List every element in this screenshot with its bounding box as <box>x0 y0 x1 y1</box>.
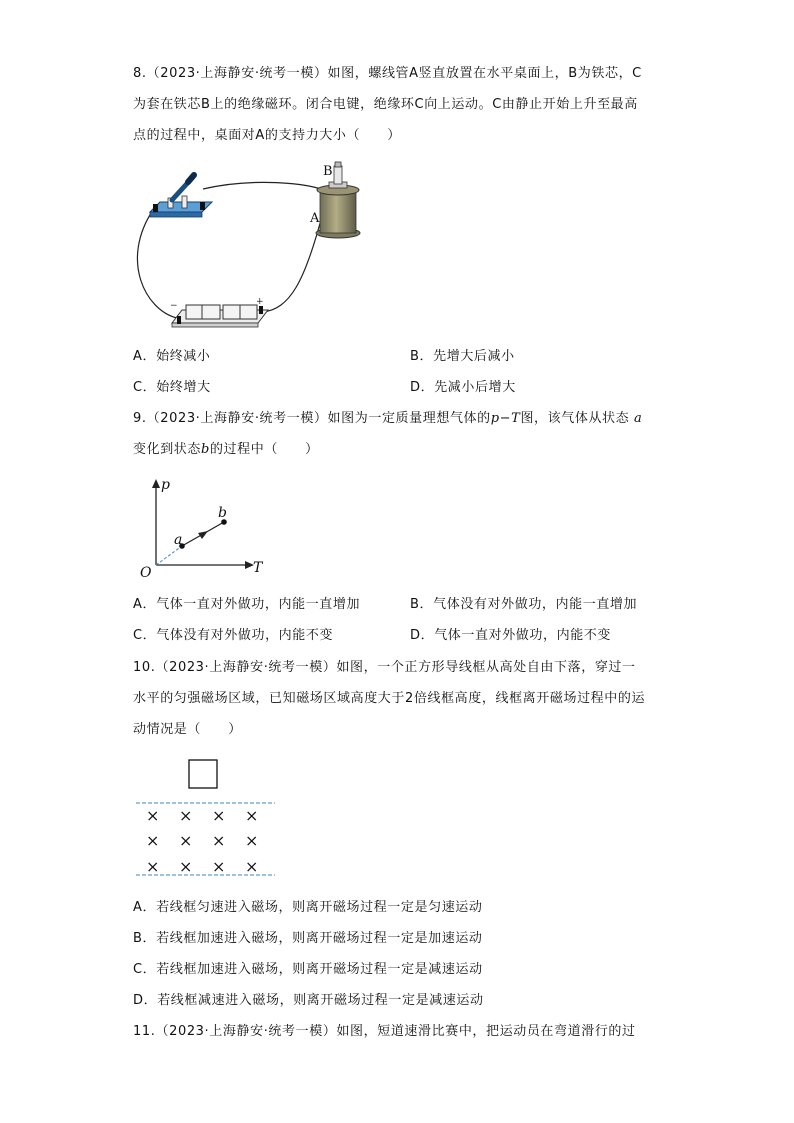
cross: × <box>212 831 226 850</box>
q8-option-d[interactable]: D．先减小后增大 <box>410 380 516 395</box>
cross: × <box>179 806 193 825</box>
q10-text-line-1: 10.（2023·上海静安·统考一模）如图，一个正方形导线框从高处自由下落，穿过一 <box>133 660 636 675</box>
label-a: a <box>174 532 183 548</box>
q8-text-line-3: 点的过程中，桌面对A的支持力大小（ ） <box>133 128 401 143</box>
dashed-extension <box>156 546 182 565</box>
q10-option-d[interactable]: D．若线框减速进入磁场，则离开磁场过程一定是减速运动 <box>133 993 484 1008</box>
label-b: B <box>323 164 333 179</box>
cross: × <box>245 831 259 850</box>
square-wire-frame <box>189 760 217 788</box>
q9-option-d[interactable]: D．气体一直对外做功，内能不变 <box>410 628 612 643</box>
q8-option-c[interactable]: C．始终增大 <box>133 380 211 395</box>
cross: × <box>146 857 160 876</box>
battery-plus: + <box>256 297 264 307</box>
battery <box>170 297 268 327</box>
q10-magnetic-field-figure <box>133 757 283 882</box>
q9-line1-mid: 图，该气体从状态 <box>520 411 630 426</box>
q9-line2-var: b <box>201 442 210 457</box>
wire-top <box>203 182 328 192</box>
switch <box>150 175 212 217</box>
q9-text-line-1 <box>133 411 642 427</box>
q9-line1-var: a <box>634 411 643 426</box>
q9-option-b[interactable]: B．气体没有对外做功，内能一直增加 <box>410 597 638 612</box>
cross: × <box>146 806 160 825</box>
q9-line2-post: 的过程中（ ） <box>209 442 319 457</box>
cross: × <box>179 857 193 876</box>
battery-minus: − <box>170 301 178 311</box>
q9-line1-math: p−T <box>490 411 521 426</box>
field-crosses <box>146 806 258 876</box>
wire-right <box>262 216 322 312</box>
cross: × <box>245 857 259 876</box>
cross: × <box>245 806 259 825</box>
solenoid <box>309 162 360 238</box>
label-a: A <box>310 211 320 226</box>
q10-option-a[interactable]: A．若线框匀速进入磁场，则离开磁场过程一定是匀速运动 <box>133 900 483 915</box>
label-t: T <box>253 560 263 576</box>
q8-text-line-2: 为套在铁芯B上的绝缘磁环。闭合电键，绝缘环C向上运动。C由静止开始上升至最高 <box>133 97 638 112</box>
q9-line1-pre: 9.（2023·上海静安·统考一模）如图为一定质量理想气体的 <box>133 411 491 426</box>
label-p: p <box>161 477 170 493</box>
label-o: O <box>140 565 152 581</box>
cross: × <box>146 831 160 850</box>
q9-option-c[interactable]: C．气体没有对外做功，内能不变 <box>133 628 334 643</box>
cross: × <box>212 857 226 876</box>
cross: × <box>212 806 226 825</box>
cross: × <box>179 831 193 850</box>
q8-option-a[interactable]: A．始终减小 <box>133 349 211 364</box>
q8-option-b[interactable]: B．先增大后减小 <box>410 349 515 364</box>
q10-option-c[interactable]: C．若线框加速进入磁场，则离开磁场过程一定是减速运动 <box>133 962 483 977</box>
q10-option-b[interactable]: B．若线框加速进入磁场，则离开磁场过程一定是加速运动 <box>133 931 483 946</box>
q9-line2-pre: 变化到状态 <box>133 442 202 457</box>
q9-p-t-graph <box>135 475 275 585</box>
q9-text-line-2 <box>133 442 319 458</box>
label-b: b <box>218 505 227 521</box>
q10-text-line-3: 动情况是（ ） <box>133 722 242 737</box>
q9-option-a[interactable]: A．气体一直对外做功，内能一直增加 <box>133 597 361 612</box>
q8-solenoid-circuit-figure <box>130 160 370 335</box>
q11-text-line-1: 11.（2023·上海静安·统考一模）如图，短道速滑比赛中，把运动员在弯道滑行的过 <box>133 1024 636 1039</box>
q8-text-line-1: 8.（2023·上海静安·统考一模）如图，螺线管A竖直放置在水平桌面上，B为铁芯，C <box>133 66 642 81</box>
q10-text-line-2: 水平的匀强磁场区域，已知磁场区域高度大于2倍线框高度，线框离开磁场过程中的运 <box>133 691 646 706</box>
